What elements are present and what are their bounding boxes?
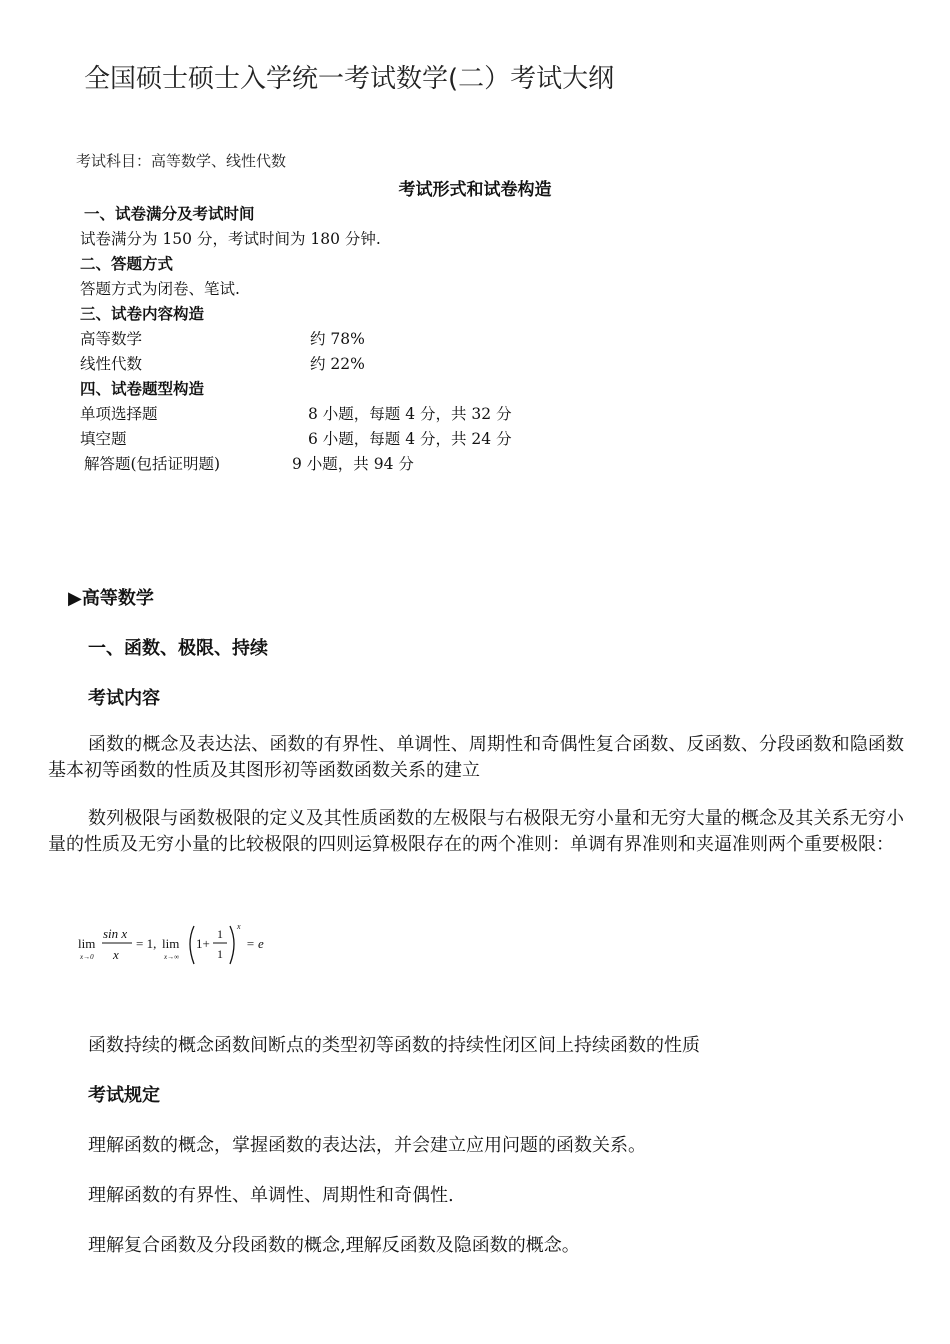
lim-subscript: x→0 [80, 953, 94, 961]
content-row-value: 约 22% [310, 355, 365, 373]
left-paren [190, 926, 194, 964]
lim-text: lim [162, 936, 180, 951]
fraction-numerator: 1 [217, 927, 223, 941]
question-type-label: 解答题(包括证明题) [84, 455, 221, 473]
section-2-heading: 二、答题方式 [80, 254, 174, 273]
question-type-value: 9 小题，共 94 分 [292, 455, 414, 473]
content-paragraph-2: 数列极限与函数极限的定义及其性质函数的左极限与右极限无穷小量和无穷大量的概念及其关系无穷小量的性质及无穷小量的比较极限的四则运算极限存在的两个准则：单调有界准则和夹逼准则两个重要极限： [48, 808, 904, 855]
right-paren [230, 926, 234, 964]
requirement-item: 理解复合函数及分段函数的概念,理解反函数及隐函数的概念。 [88, 1235, 580, 1256]
exponent: x [237, 922, 241, 931]
section-2-text: 答题方式为闭卷、笔试. [80, 280, 240, 298]
chapter-heading: 一、函数、极限、持续 [88, 638, 268, 659]
exam-subject: 考试科目：高等数学、线性代数 [76, 152, 287, 170]
content-paragraph-1: 函数的概念及表达法、函数的有界性、单调性、周期性和奇偶性复合函数、反函数、分段函数和隐函数基本初等函数的性质及其图形初等函数函数关系的建立 [48, 734, 904, 781]
content-row-value: 约 78% [310, 330, 365, 348]
fraction-denominator: x [113, 947, 119, 962]
question-type-value: 6 小题，每题 4 分，共 24 分 [308, 430, 512, 448]
advanced-math-heading [68, 584, 154, 610]
section-3-heading: 三、试卷内容构造 [80, 304, 205, 323]
requirement-item: 理解函数的有界性、单调性、周期性和奇偶性. [88, 1185, 454, 1206]
lim-subscript: x→∞ [164, 953, 180, 961]
content-paragraph-3: 函数持续的概念函数间断点的类型初等函数的持续性闭区间上持续函数的性质 [88, 1035, 700, 1056]
requirements-heading: 考试规定 [88, 1085, 160, 1106]
limit-formula [76, 918, 276, 970]
fraction-denominator: 1 [217, 947, 223, 961]
section-1-text: 试卷满分为 150 分，考试时间为 180 分钟. [80, 230, 381, 248]
content-heading: 考试内容 [88, 688, 160, 709]
content-row-label: 高等数学 [80, 330, 143, 348]
equals-e: = e [246, 936, 264, 951]
fraction-numerator: sin x [103, 926, 128, 941]
question-type-value: 8 小题，每题 4 分，共 32 分 [308, 405, 512, 423]
lim-text: lim [78, 936, 96, 951]
content-row-label: 线性代数 [80, 355, 143, 373]
equals-one: = 1, [136, 936, 157, 951]
triangle-marker-icon: ▶ [68, 588, 82, 609]
section-1-heading: 一、试卷满分及考试时间 [84, 204, 255, 223]
structure-heading: 考试形式和试卷构造 [398, 180, 552, 200]
requirement-item: 理解函数的概念，掌握函数的表达法，并会建立应用问题的函数关系。 [88, 1135, 646, 1156]
question-type-label: 填空题 [80, 430, 127, 448]
section-4-heading: 四、试卷题型构造 [80, 379, 205, 398]
question-type-label: 单项选择题 [80, 405, 158, 423]
document-title: 全国硕士硕士入学统一考试数学(二）考试大纲 [84, 64, 615, 94]
one-plus: 1+ [196, 936, 210, 951]
advanced-math-title: 高等数学 [81, 588, 154, 609]
